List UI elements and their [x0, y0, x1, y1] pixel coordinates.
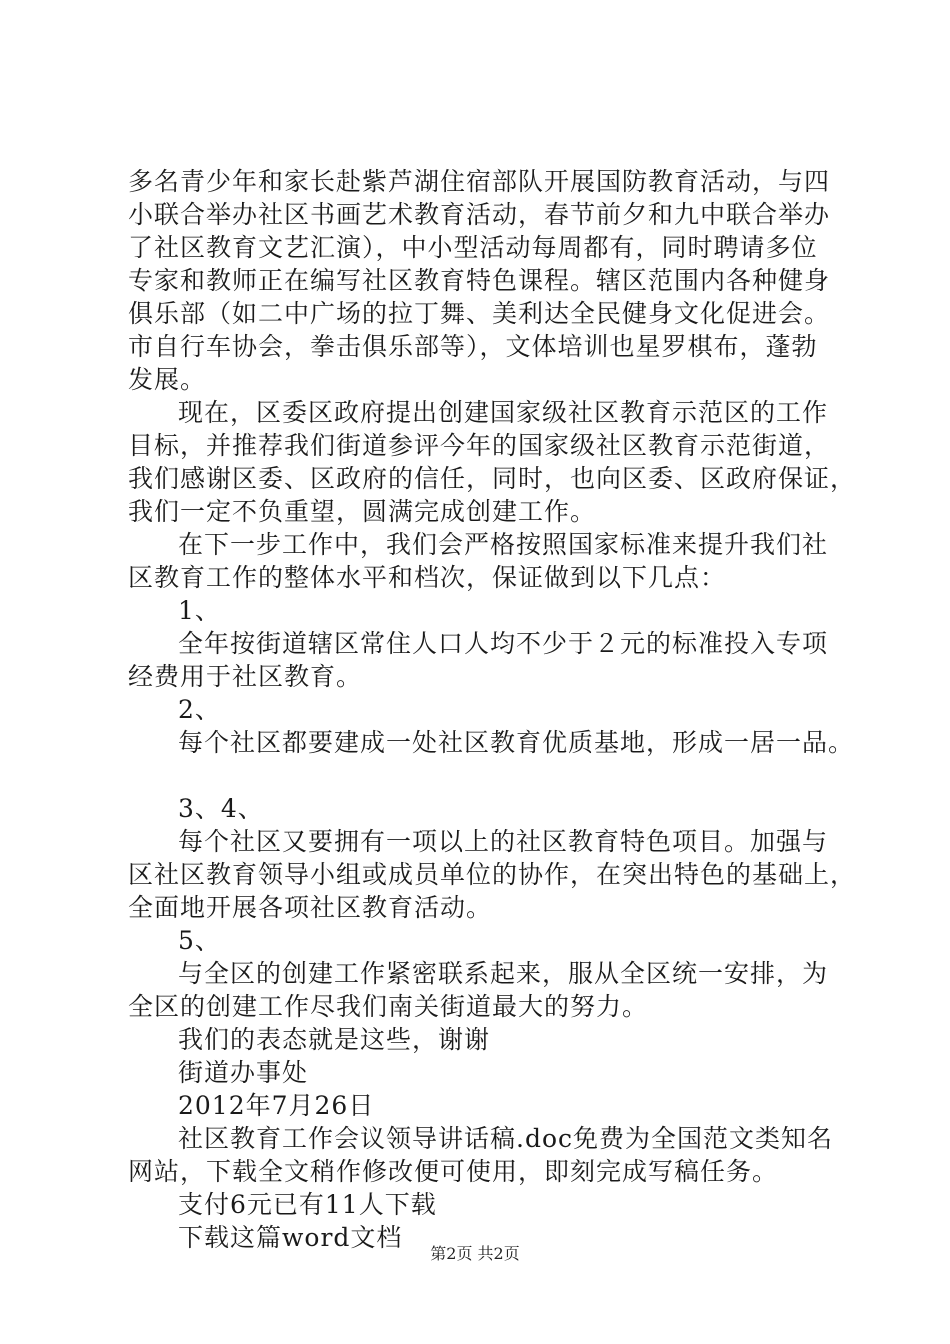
body-line: 俱乐部（如二中广场的拉丁舞、美利达全民健身文化促进会。 [128, 299, 831, 328]
body-line: 发展。 [128, 365, 207, 394]
body-line: 区社区教育领导小组或成员单位的协作，在突出特色的基础上， [128, 860, 857, 889]
signature-org: 街道办事处 [178, 1058, 309, 1087]
body-line: 专家和教师正在编写社区教育特色课程。辖区范围内各种健身 [128, 266, 831, 295]
body-line: 目标，并推荐我们街道参评今年的国家级社区教育示范街道， [128, 431, 831, 460]
body-line: 市自行车协会，拳击俱乐部等），文体培训也星罗棋布，蓬勃 [128, 332, 818, 361]
body-line: 区教育工作的整体水平和档次，保证做到以下几点： [128, 563, 727, 592]
list-number: 1、 [178, 596, 221, 625]
download-note: 社区教育工作会议领导讲话稿.doc免费为全国范文类知名 [178, 1124, 834, 1153]
body-line: 全区的创建工作尽我们南关街道最大的努力。 [128, 992, 649, 1021]
download-stats: 支付6元已有11人下载 [178, 1190, 437, 1219]
page-number-footer: 第2页 共2页 [430, 1244, 520, 1263]
list-item-text: 全年按街道辖区常住人口人均不少于２元的标准投入专项 [178, 629, 829, 658]
download-link[interactable]: 下载这篇word文档 [178, 1223, 403, 1252]
list-number: 2、 [178, 695, 221, 724]
body-line: 我们一定不负重望，圆满完成创建工作。 [128, 497, 597, 526]
list-number: 3、4、 [178, 794, 264, 823]
list-item-text: 每个社区都要建成一处社区教育优质基地，形成一居一品。 [178, 728, 855, 757]
body-line: 了社区教育文艺汇演），中小型活动每周都有，同时聘请多位 [128, 233, 818, 262]
signature-date: 2012年7月26日 [178, 1091, 375, 1120]
download-note: 网站，下载全文稍作修改便可使用，即刻完成写稿任务。 [128, 1157, 779, 1186]
paragraph-start: 现在，区委区政府提出创建国家级社区教育示范区的工作 [178, 398, 829, 427]
closing-remark: 我们的表态就是这些，谢谢 [178, 1025, 491, 1054]
body-line: 全面地开展各项社区教育活动。 [128, 893, 493, 922]
paragraph-start: 在下一步工作中，我们会严格按照国家标准来提升我们社 [178, 530, 829, 559]
list-item-text: 与全区的创建工作紧密联系起来，服从全区统一安排，为 [178, 959, 829, 988]
body-line: 我们感谢区委、区政府的信任，同时，也向区委、区政府保证， [128, 464, 857, 493]
body-line: 经费用于社区教育。 [128, 662, 363, 691]
list-item-text: 每个社区又要拥有一项以上的社区教育特色项目。加强与 [178, 827, 829, 856]
list-number: 5、 [178, 926, 221, 955]
body-line: 小联合举办社区书画艺术教育活动，春节前夕和九中联合举办 [128, 200, 831, 229]
body-line: 多名青少年和家长赴紫芦湖住宿部队开展国防教育活动，与四 [128, 167, 831, 196]
